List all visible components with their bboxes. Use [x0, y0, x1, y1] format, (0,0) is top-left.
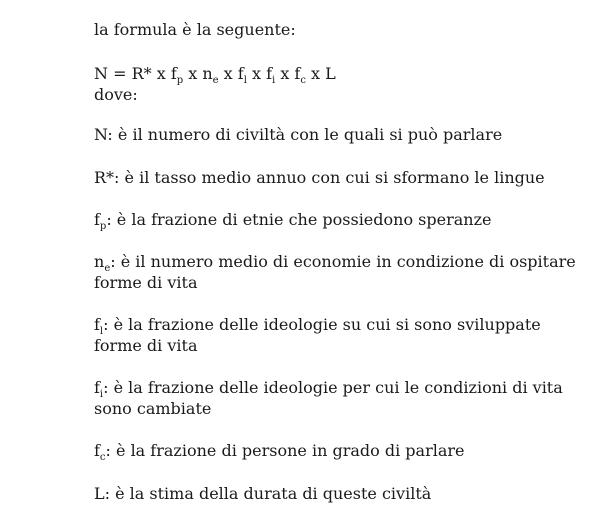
definition-fi: $f_i$: è la frazione delle ideologie per cui le condizioni di vita: [94, 378, 563, 400]
definition-ne-cont: forme di vita: [94, 273, 198, 292]
definition-l: L: è la stima della durata di queste civiltà: [94, 484, 432, 503]
intro-text: la formula è la seguente:: [94, 20, 296, 39]
definition-fl: $f_l$: è la frazione delle ideologie su cui si sono sviluppate: [94, 315, 541, 337]
definition-fp: $f_p$: è la frazione di etnie che possiedono speranze: [94, 210, 492, 232]
definition-fi-cont: sono cambiate: [94, 399, 212, 418]
definition-fl-cont: forme di vita: [94, 336, 198, 355]
definition-fc: $f_c$: è la frazione di persone in grado di parlare: [94, 441, 465, 463]
drake-formula: N = R* x $f_p$ x $n_e$ x $f_l$ x $f_i$ x $f_c$ x L: [94, 64, 336, 86]
dove-label: dove:: [94, 85, 138, 104]
definition-r: R*: è il tasso medio annuo con cui si sformano le lingue: [94, 168, 545, 187]
definition-n: N: è il numero di civiltà con le quali si può parlare: [94, 125, 503, 144]
definition-ne: $n_e$: è il numero medio di economie in condizione di ospitare: [94, 252, 576, 274]
